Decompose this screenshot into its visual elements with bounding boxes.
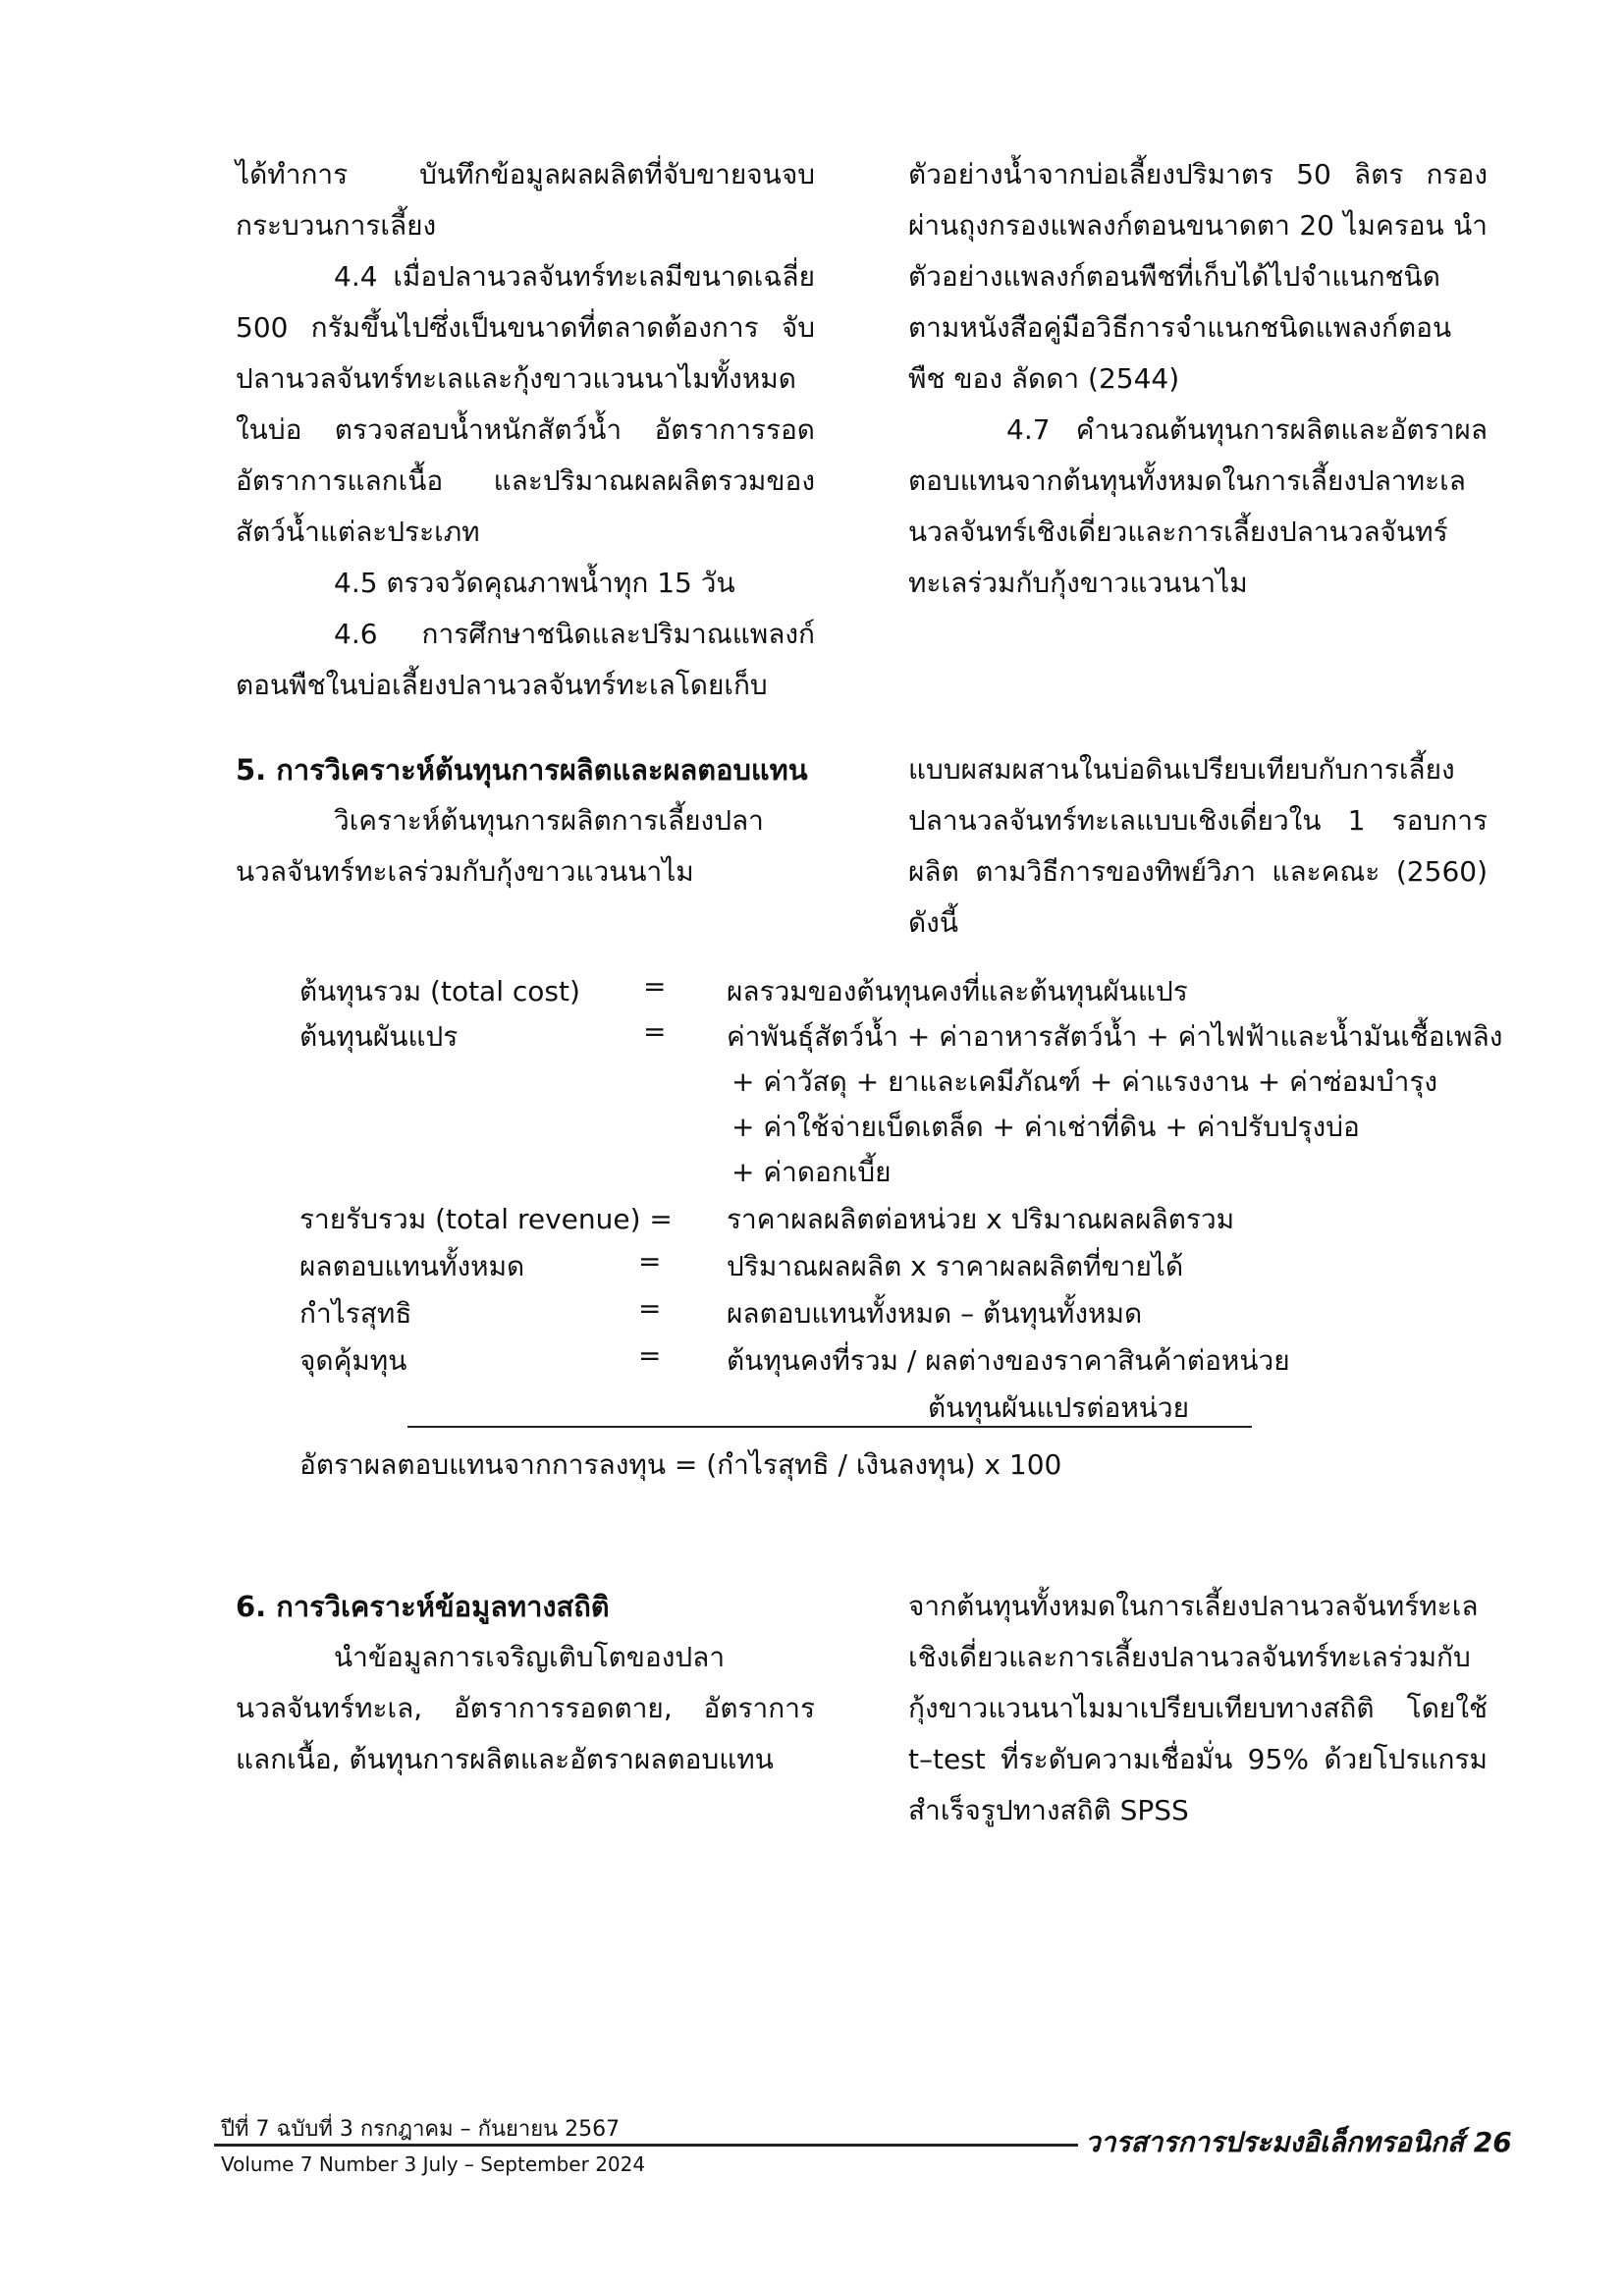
formula-rhs: + ค่าใช้จ่ายเบ็ดเตล็ด + ค่าเช่าที่ดิน + ค่าปรับปรุงบ่อ xyxy=(731,1111,1360,1143)
formula-label: กำไรสุทธิ xyxy=(299,1297,412,1330)
equals-sign: = xyxy=(643,1015,667,1048)
formula-label: ต้นทุนรวม (total cost) xyxy=(299,975,580,1007)
paragraph-4-4: 4.4 เมื่อปลานวลจันทร์ทะเลมีขนาดเฉลี่ย 500 กรัมขึ้นไปซึ่งเป็นขนาดที่ตลาดต้องการ จับปลานวลจันทร์ทะเลและกุ้งขาวแวนนาไมทั้งหมดในบ่อ ตรวจสอบน้ำหนักสัตว์น้ำ อัตราการรอด อัตราการแลกเนื้อ และปริมาณผลผลิตรวมของสัตว์น้ำแต่ละประเภท xyxy=(236,260,815,548)
paragraph-4-5: 4.5 ตรวจวัดคุณภาพน้ำทุก 15 วัน xyxy=(334,567,735,599)
section-6-heading: 6. การวิเคราะห์ข้อมูลทางสถิติ xyxy=(236,1590,610,1623)
section-5-heading: 5. การวิเคราะห์ต้นทุนการผลิตและผลตอบแทน xyxy=(236,753,808,787)
footer-rule xyxy=(214,2144,1078,2147)
fraction-line xyxy=(407,1426,1252,1428)
equals-sign: = xyxy=(638,1339,662,1372)
formula-label: จุดคุ้มทุน xyxy=(299,1344,407,1377)
formula-label: รายรับรวม (total revenue) = xyxy=(299,1203,673,1235)
paragraph: ตัวอย่างน้ำจากบ่อเลี้ยงปริมาตร 50 ลิตร กรองผ่านถุงกรองแพลงก์ตอนขนาดตา 20 ไมครอน นำตัวอย่างแพลงก์ตอนพืชที่เก็บได้ไปจำแนกชนิดตามหนังสือคู่มือวิธีการจำแนกชนิดแพลงก์ตอนพืช ของ ลัดดา (2544) xyxy=(908,158,1488,395)
section-5-right xyxy=(908,744,1488,949)
paragraph: นำข้อมูลการเจริญเติบโตของปลานวลจันทร์ทะเล, อัตราการรอดตาย, อัตราการแลกเนื้อ, ต้นทุนการผลิตและอัตราผลตอบแทน xyxy=(236,1641,815,1775)
formula-rhs: ผลรวมของต้นทุนคงที่และต้นทุนผันแปร xyxy=(727,975,1188,1007)
formula-rhs: + ค่าดอกเบี้ย xyxy=(731,1156,892,1188)
footer-issue-thai: ปีที่ 7 ฉบับที่ 3 กรกฎาคม – กันยายน 2567 xyxy=(221,2117,621,2142)
formula-label: ต้นทุนผันแปร xyxy=(299,1020,459,1053)
footer-issue-english: Volume 7 Number 3 July – September 2024 xyxy=(221,2152,646,2176)
breakeven-denominator: ต้นทุนผันแปรต่อหน่วย xyxy=(928,1391,1190,1424)
footer-journal-title: วารสารการประมงอิเล็กทรอนิกส์ 26 xyxy=(1085,2126,1512,2158)
formula-rhs: ผลตอบแทนทั้งหมด – ต้นทุนทั้งหมด xyxy=(727,1297,1143,1330)
section-6-left xyxy=(236,1581,815,1785)
paragraph-4-7: 4.7 คำนวณต้นทุนการผลิตและอัตราผลตอบแทนจากต้นทุนทั้งหมดในการเลี้ยงปลาทะเลนวลจันทร์เชิงเดี่ยวและการเลี้ยงปลานวลจันทร์ทะเลร่วมกับกุ้งขาวแวนนาไม xyxy=(908,413,1488,599)
breakeven-numerator: ต้นทุนคงที่รวม / ผลต่างของราคาสินค้าต่อหน่วย xyxy=(727,1344,1290,1377)
section-6-right xyxy=(908,1581,1488,1836)
formula-rhs: ค่าพันธุ์สัตว์น้ำ + ค่าอาหารสัตว์น้ำ + ค่าไฟฟ้าและน้ำมันเชื้อเพลิง xyxy=(727,1020,1503,1053)
paragraph: ได้ทำการ บันทึกข้อมูลผลผลิตที่จับขายจนจบกระบวนการเลี้ยง xyxy=(236,158,815,242)
top-left-column xyxy=(236,149,815,711)
formula-label: ผลตอบแทนทั้งหมด xyxy=(299,1250,525,1282)
equals-sign: = xyxy=(638,1245,662,1278)
equals-sign: = xyxy=(643,970,667,1003)
roi-formula: อัตราผลตอบแทนจากการลงทุน = (กำไรสุทธิ / เงินลงทุน) x 100 xyxy=(299,1448,1062,1481)
formula-rhs: ราคาผลผลิตต่อหน่วย x ปริมาณผลผลิตรวม xyxy=(727,1203,1235,1235)
section-5-left xyxy=(236,744,815,898)
formula-rhs: ปริมาณผลผลิต x ราคาผลผลิตที่ขายได้ xyxy=(727,1250,1184,1282)
formula-rhs: + ค่าวัสดุ + ยาและเคมีภัณฑ์ + ค่าแรงงาน + ค่าซ่อมบำรุง xyxy=(731,1065,1438,1098)
paragraph: จากต้นทุนทั้งหมดในการเลี้ยงปลานวลจันทร์ทะเลเชิงเดี่ยวและการเลี้ยงปลานวลจันทร์ทะเลร่วมกับกุ้งขาวแวนนาไมมาเปรียบเทียบทางสถิติ โดยใช้ t–test ที่ระดับความเชื่อมั่น 95% ด้วยโปรแกรมสำเร็จรูปทางสถิติ SPSS xyxy=(908,1590,1488,1826)
top-right-column xyxy=(908,149,1488,609)
equals-sign: = xyxy=(638,1292,662,1325)
paragraph: วิเคราะห์ต้นทุนการผลิตการเลี้ยงปลานวลจันทร์ทะเลร่วมกับกุ้งขาวแวนนาไม xyxy=(236,804,764,888)
paragraph: แบบผสมผสานในบ่อดินเปรียบเทียบกับการเลี้ยงปลานวลจันทร์ทะเลแบบเชิงเดี่ยวใน 1 รอบการผลิต ตามวิธีการของทิพย์วิภา และคณะ (2560) ดังนี้ xyxy=(908,753,1488,939)
paragraph-4-6: 4.6 การศึกษาชนิดและปริมาณแพลงก์ตอนพืชในบ่อเลี้ยงปลานวลจันทร์ทะเลโดยเก็บ xyxy=(236,618,815,701)
